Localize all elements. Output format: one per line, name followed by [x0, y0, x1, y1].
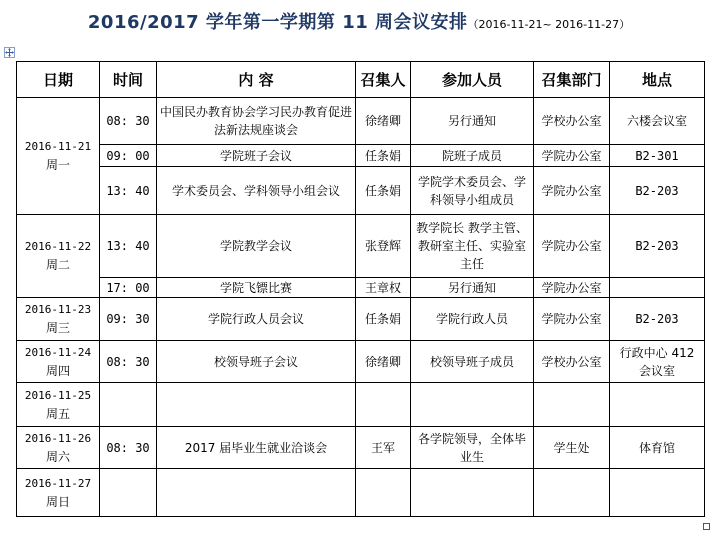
date-cell — [17, 98, 100, 215]
date-cell — [17, 427, 100, 469]
convener-cell: 徐绪卿 — [356, 341, 411, 383]
time-cell: 09: 30 — [100, 298, 157, 341]
convener-cell: 任条娟 — [356, 145, 411, 167]
time-cell: 08: 30 — [100, 427, 157, 469]
time-cell: 13: 40 — [100, 215, 157, 278]
date-text: 2016-11-22 — [24, 240, 92, 253]
convener-cell — [356, 469, 411, 517]
header-row — [17, 62, 705, 98]
location-cell: B2-203 — [610, 167, 705, 215]
date-text: 2016-11-24 — [24, 345, 92, 359]
content-cell: 学院班子会议 — [157, 145, 356, 167]
content-cell: 学院行政人员会议 — [157, 298, 356, 341]
department-cell — [534, 383, 610, 427]
department-cell: 学院办公室 — [534, 145, 610, 167]
table-row — [17, 145, 705, 167]
location-cell — [610, 278, 705, 298]
weekday-text: 周二 — [45, 258, 70, 272]
weekday-text: 周三 — [45, 321, 70, 335]
location-cell: B2-203 — [610, 298, 705, 341]
header-convener: 召集人 — [356, 62, 411, 98]
time-cell: 17: 00 — [100, 278, 157, 298]
attendees-cell: 另行通知 — [411, 278, 534, 298]
table-row — [17, 383, 705, 427]
header-date: 日期 — [17, 62, 100, 98]
location-cell: 六楼会议室 — [610, 98, 705, 145]
location-cell: B2-301 — [610, 145, 705, 167]
content-cell: 学院飞镖比赛 — [157, 278, 356, 298]
weekday-text: 周日 — [45, 494, 70, 509]
convener-cell: 任条娟 — [356, 298, 411, 341]
convener-cell — [356, 383, 411, 427]
weekday-text: 周六 — [45, 449, 70, 464]
move-arrows-icon — [5, 48, 14, 57]
date-text: 2016-11-27 — [24, 476, 92, 490]
table-row — [17, 215, 705, 278]
content-cell: 学术委员会、学科领导小组会议 — [157, 167, 356, 215]
location-cell: B2-203 — [610, 215, 705, 278]
date-text: 2016-11-26 — [24, 431, 92, 445]
attendees-cell: 各学院领导，全体毕业生 — [411, 427, 534, 469]
department-cell: 学校办公室 — [534, 341, 610, 383]
convener-cell: 王军 — [356, 427, 411, 469]
header-attendees: 参加人员 — [411, 62, 534, 98]
department-cell — [534, 469, 610, 517]
date-cell — [17, 383, 100, 427]
header-content: 内 容 — [157, 62, 356, 98]
attendees-cell — [411, 383, 534, 427]
table-row — [17, 469, 705, 517]
location-cell — [610, 469, 705, 517]
convener-cell: 王章权 — [356, 278, 411, 298]
content-cell: 学院教学会议 — [157, 215, 356, 278]
content-cell: 校领导班子会议 — [157, 341, 356, 383]
location-cell: 行政中心 412 会议室 — [610, 341, 705, 383]
time-cell — [100, 383, 157, 427]
content-cell: 中国民办教育协会学习民办教育促进法新法规座谈会 — [157, 98, 356, 145]
convener-cell: 徐绪卿 — [356, 98, 411, 145]
department-cell: 学院办公室 — [534, 215, 610, 278]
date-cell — [17, 469, 100, 517]
time-cell: 13: 40 — [100, 167, 157, 215]
table-move-handle[interactable] — [4, 47, 15, 58]
department-cell: 学生处 — [534, 427, 610, 469]
convener-cell: 张登辉 — [356, 215, 411, 278]
attendees-cell: 院班子成员 — [411, 145, 534, 167]
location-cell — [610, 383, 705, 427]
page-title — [0, 8, 718, 34]
header-location: 地点 — [610, 62, 705, 98]
title-main: 2016/2017 学年第一学期第 11 周会议安排 — [87, 12, 468, 33]
table-row — [17, 298, 705, 341]
date-text: 2016-11-23 — [24, 303, 92, 316]
table-row — [17, 341, 705, 383]
date-text: 2016-11-25 — [24, 388, 92, 402]
table-row — [17, 98, 705, 145]
title-date-range: （2016-11-21~ 2016-11-27） — [467, 18, 631, 31]
attendees-cell: 学院行政人员 — [411, 298, 534, 341]
date-cell — [17, 341, 100, 383]
attendees-cell: 学院学术委员会、学科领导小组成员 — [411, 167, 534, 215]
table-row — [17, 427, 705, 469]
time-cell: 08: 30 — [100, 341, 157, 383]
attendees-cell: 教学院长 教学主管、教研室主任、实验室主任 — [411, 215, 534, 278]
table-resize-handle[interactable] — [703, 523, 710, 530]
header-department: 召集部门 — [534, 62, 610, 98]
weekday-text: 周一 — [45, 158, 70, 172]
attendees-cell: 校领导班子成员 — [411, 341, 534, 383]
content-cell — [157, 469, 356, 517]
department-cell: 学院办公室 — [534, 167, 610, 215]
header-time: 时间 — [100, 62, 157, 98]
department-cell: 学院办公室 — [534, 298, 610, 341]
weekday-text: 周五 — [45, 406, 70, 421]
date-text: 2016-11-21 — [24, 140, 92, 153]
content-cell — [157, 383, 356, 427]
table-row — [17, 278, 705, 298]
time-cell: 08: 30 — [100, 98, 157, 145]
department-cell: 学校办公室 — [534, 98, 610, 145]
time-cell — [100, 469, 157, 517]
weekday-text: 周四 — [45, 363, 70, 378]
attendees-cell: 另行通知 — [411, 98, 534, 145]
date-cell — [17, 298, 100, 341]
content-cell: 2017 届毕业生就业洽谈会 — [157, 427, 356, 469]
meeting-schedule-table — [16, 61, 705, 517]
convener-cell: 任条娟 — [356, 167, 411, 215]
department-cell: 学院办公室 — [534, 278, 610, 298]
table-row — [17, 167, 705, 215]
date-cell — [17, 215, 100, 298]
location-cell: 体育馆 — [610, 427, 705, 469]
time-cell: 09: 00 — [100, 145, 157, 167]
attendees-cell — [411, 469, 534, 517]
